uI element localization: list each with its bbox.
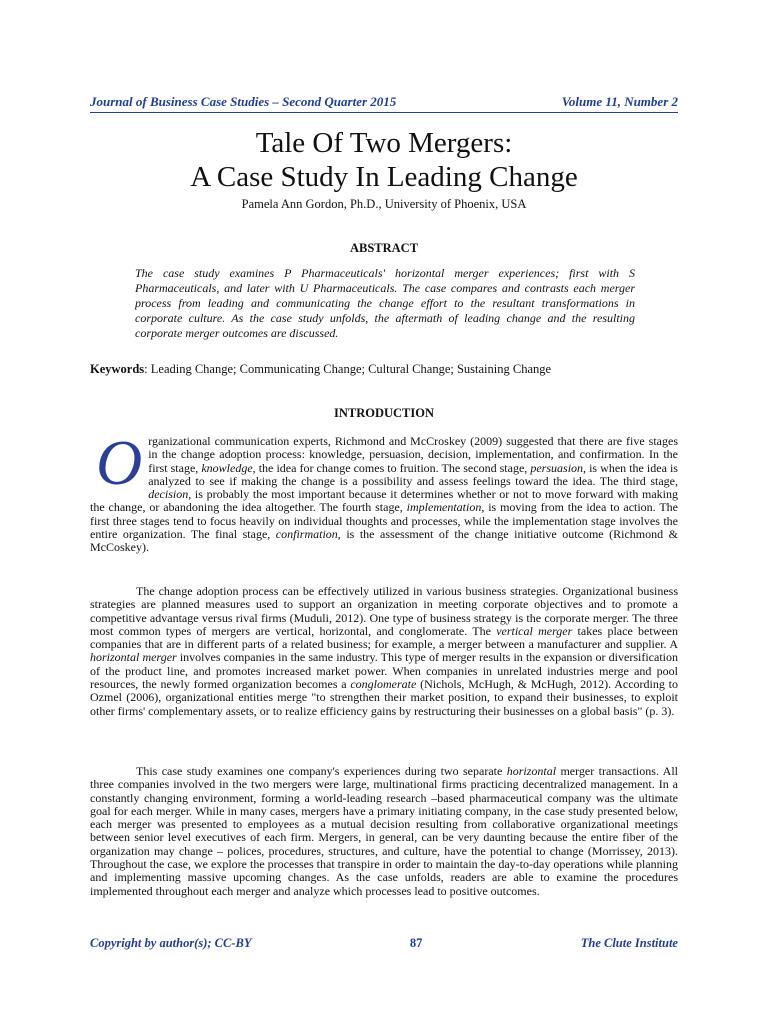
title-line-2: A Case Study In Leading Change [190,161,578,193]
abstract-text: The case study examines P Pharmaceuticals' horizontal merger experiences; first with S Pharmaceuticals, and later with U Pharmaceuticals. The case compares and contrasts each merger process from leading and communicating the change effort to the resultant transformations in corporate culture. As the case study unfolds, the aftermath of leading change and the resulting corporate merger outcomes are discussed. [135,266,635,340]
page-number: 87 [409,936,423,950]
p2-text-c: involves companies in the same industry. This type of merger results in the expansion or diversification of the product line, and promotes increased market power. When companies in unrelated industries merge and pool resources, the newly formed organization becomes a [90,650,678,692]
copyright-notice: Copyright by author(s); CC-BY [90,936,252,950]
term-vertical-merger: vertical merger [496,623,573,638]
page-footer [90,936,678,951]
introduction-paragraph-3 [90,765,678,898]
keywords-line [90,362,678,377]
term-confirmation: confirmation [275,527,338,542]
term-implementation: implementation [406,500,482,515]
paper-title [0,126,768,194]
keywords-text: : Leading Change; Communicating Change; Cultural Change; Sustaining Change [144,362,552,376]
author-line: Pamela Ann Gordon, Ph.D., University of Phoenix, USA [241,197,527,211]
publisher-name: The Clute Institute [580,936,678,950]
p1-text-c: , is when the idea is analyzed to see if making the change is a possibility and assess feelings toward the idea. The third stage, [148,460,678,488]
p1-text-d: , is probably the most important because it determines whether or not to move forward with making the change, or abandoning the idea altogether. The fourth stage, [90,487,678,515]
p3-text-a: This case study examines one company's experiences during two separate [136,764,507,778]
term-knowledge: knowledge [201,460,253,475]
p3-text-b: merger transactions. All three companies involved in the two mergers were large, multinational firms practicing decentralized management. In a constantly changing environment, forming a world-leading research –based pharmaceutical company was the ultimate goal for each merger. While in many cases, mergers have a primary initiating company, in the case study presented below, each merger was presented to employees as a mutual decision resulting from collaborative organizational meetings between senior level executives of each firm. Mergers, in general, can be very daunting because the entire fiber of the organization may change – polices, procedures, structures, and culture, have the potential to change (Morrissey, 2013). Throughout the case, we explore the processes that transpire in order to maintain the day-to-day operations while planning and implementing massive upcoming changes. As the case unfolds, readers are able to examine the procedures implemented throughout each merger and analyze which processes lead to positive outcomes. [90,764,679,898]
p1-text-a: rganizational communication experts, Richmond and McCroskey (2009) suggested that there are five stages in the change adoption process: knowledge, persuasion, decision, implementation, and confirmation. In the first stage, [148,434,678,475]
term-horizontal-merger: horizontal merger [90,650,177,665]
keywords-label: Keywords [90,362,145,376]
introduction-heading: INTRODUCTION [333,406,434,420]
introduction-paragraph-1 [90,427,678,555]
volume-number: Volume 11, Number 2 [561,94,678,109]
p2-text-a: The change adoption process can be effectively utilized in various business strategies. Organizational business strategies are planned measures used to support an organization in meeting corporate objectives and to promote a competitive advantage versus rival firms (Muduli, 2012). One type of business strategy is the corporate merger. The three most common types of mergers are vertical, horizontal, and conglomerate. The [90,584,678,638]
term-horizontal: horizontal [506,764,557,778]
p1-text-f: , is the assessment of the change initiative outcome (Richmond & McCoskey). [90,527,678,555]
running-header [90,94,678,113]
abstract-heading: ABSTRACT [349,241,419,255]
term-decision: decision [148,487,189,502]
p2-text-d: (Nichols, McHugh, & McHugh, 2012). According to Ozmel (2006), organizational entities merge "to strengthen their market position, to expand their businesses, to exploit other firms' complementary assets, or to realize efficiency gains by restructuring their businesses on a global basis" (p. 3). [90,677,678,718]
term-conglomerate: conglomerate [350,677,417,692]
p1-text-b: , the idea for change comes to fruition. The second stage, [252,460,531,475]
title-line-1: Tale Of Two Mergers: [255,127,513,159]
introduction-paragraph-2 [90,585,678,718]
drop-cap: O [96,427,143,498]
p2-text-b: takes place between companies that are in different parts of a related business; for example, a merger between a manufacturer and supplier. A [90,623,679,652]
journal-name: Journal of Business Case Studies – Second Quarter 2015 [90,94,397,109]
term-persuasion: persuasion [530,460,584,475]
p1-text-e: , is moving from the idea to action. The first three stages tend to focus heavily on individual thoughts and processes, while the implementation stage involves the entire organization. The final stage, [90,500,678,542]
